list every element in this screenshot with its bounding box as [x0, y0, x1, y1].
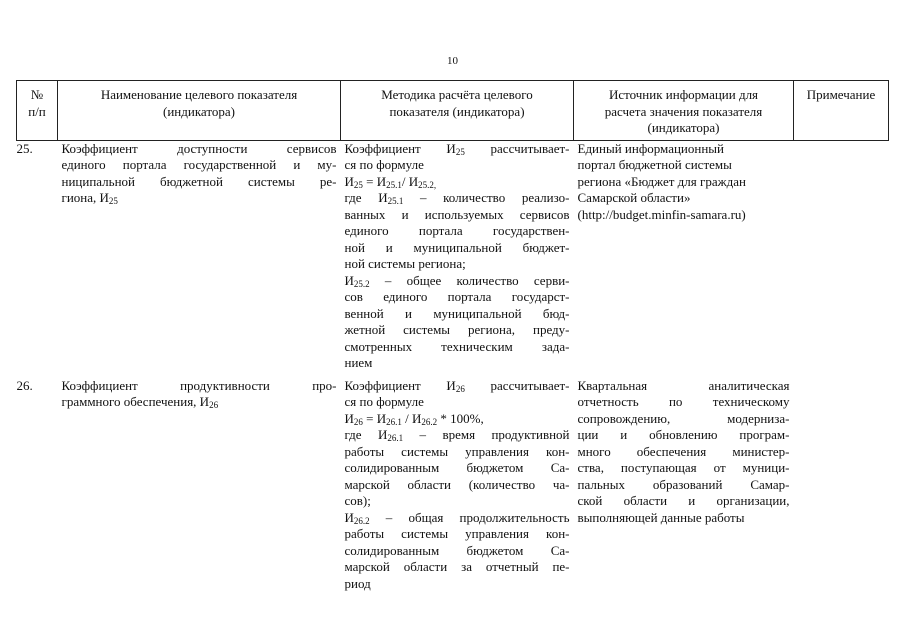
formula: $И_{25} = И_{25.1}/$ $И_{25.2,}$: [344, 173, 437, 190]
table-row: [17, 378, 889, 593]
note-cell: [794, 378, 889, 593]
header-source: Источник информации для расчета значения показателя (индикатора): [574, 81, 794, 141]
header-num: № п/п: [17, 81, 58, 141]
table-header-row: [17, 81, 889, 141]
page-number: 10: [447, 55, 458, 67]
row-number: 25.: [16, 140, 33, 156]
indicator-name: Коэффициент доступности сервисов единого портала государственной и му- ниципальной бюджетной системы ре- гиона, $И_{25}$: [61, 140, 337, 206]
header-name: Наименование целевого показателя (индикатора): [58, 81, 341, 141]
header-method: Методика расчёта целевого показателя (индикатора): [341, 81, 574, 141]
indicator-name: Коэффициент продуктивности про- граммного обеспечения, $И_{26}$: [61, 377, 337, 410]
header-note: Примечание: [794, 81, 889, 141]
calculation-method: Коэффициент $И_{26}$ рассчитывает- ся по формуле $И_{26} = И_{26.1} / И_{26.2} * 100\%$, где $И_{26.1}$ – время продуктивной работы системы управления кон- солидированным бюджетом Са- марской области (количество ча- сов); $И_{26.2}$ – общая продолжительность работы системы управления кон- солидированным бюджетом Са- марской области за отчетный пе- риод: [344, 377, 570, 591]
formula: $И_{26} = И_{26.1} / И_{26.2} * 100\%$,: [344, 410, 484, 427]
information-source: Единый информационный портал бюджетной системы региона «Бюджет для граждан Самарской области» (http://budget.minfin-samara.ru): [577, 140, 746, 222]
indicators-table: [16, 80, 889, 592]
row-number: 26.: [16, 377, 33, 393]
calculation-method: Коэффициент $И_{25}$ рассчитывает- ся по формуле $И_{25} = И_{25.1}/$ $И_{25.2,}$ где $И_{25.1}$ – количество реализо- ванных и используемых сервисов единого портала государствен- ной и муниципальной бюджет- ной системы региона; $И_{25.2}$ – общее количество серви- сов единого портала государст- венной и муниципальной бюд- жетной системы региона, преду- смотренных техническим зада- нием: [344, 140, 570, 370]
information-source: Квартальная аналитическая отчетность по техническому сопровождению, модерниза- ции и обновлению програм- много обеспечения министер- ства, поступающая от муници- пальных образований Самар- ской области и организации, выполняющей данные работы: [577, 377, 790, 525]
table-row: [17, 140, 889, 372]
note-cell: [794, 140, 889, 372]
